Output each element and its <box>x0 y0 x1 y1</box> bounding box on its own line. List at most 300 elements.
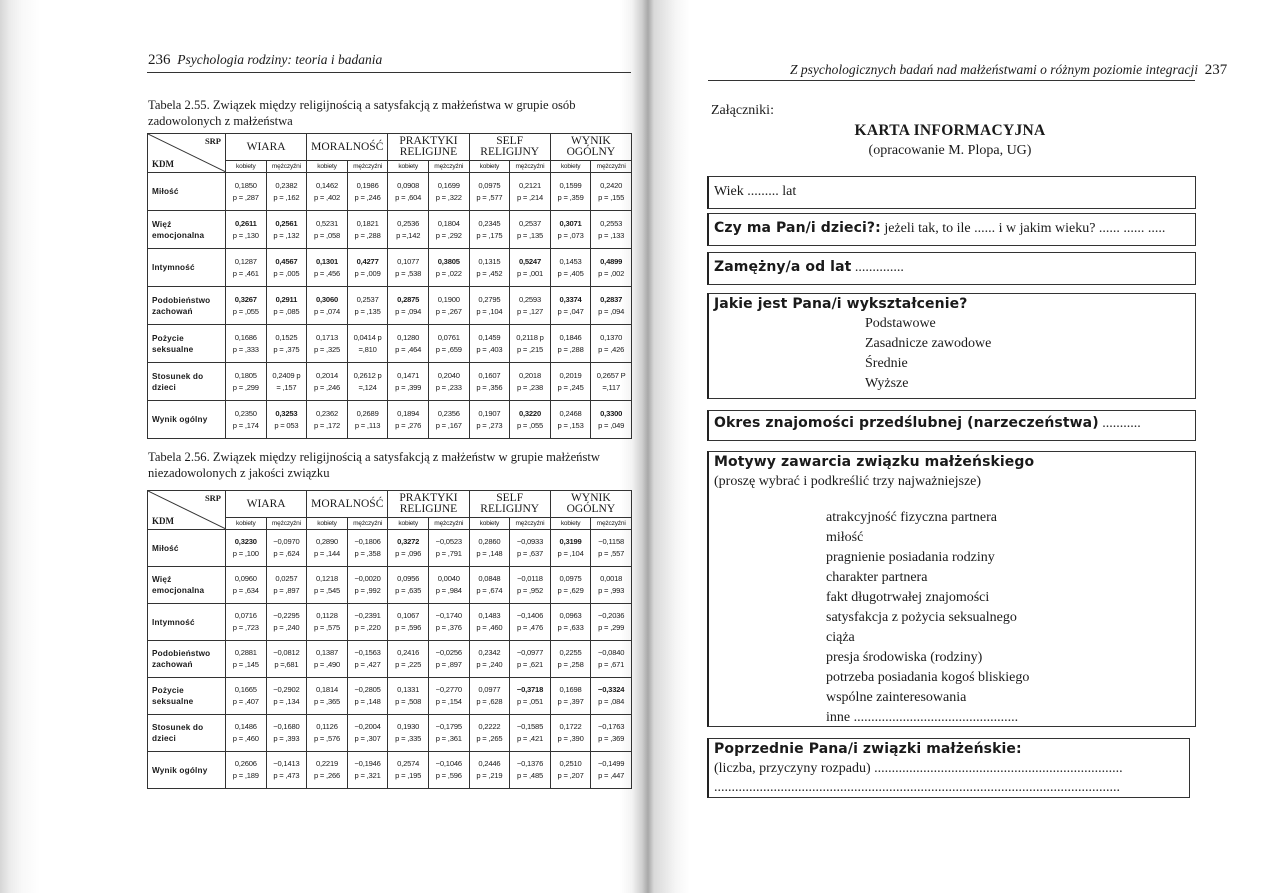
correlation-value: 0,2612 p <box>353 370 382 380</box>
correlation-value: 0,0963 <box>559 611 582 620</box>
card-subtitle: (opracowanie M. Plopa, UG) <box>868 143 1032 158</box>
p-value: p = ,460 <box>232 734 259 743</box>
education-question: Jakie jest Pana/i wykształcenie? <box>714 296 968 312</box>
correlation-cell <box>510 249 551 287</box>
previous-marriages-line-1: (liczba, przyczyny rozpadu) ....................................................................... <box>714 761 1123 776</box>
correlation-cell <box>266 287 307 325</box>
correlation-cell <box>469 604 510 641</box>
correlation-value: 0,1930 <box>397 722 420 731</box>
p-value: = ,157 <box>276 382 297 392</box>
motives-instruction: (proszę wybrać i podkreślić trzy najważniejsze) <box>714 474 982 489</box>
correlation-cell <box>226 604 267 641</box>
correlation-cell <box>388 287 429 325</box>
age-field-label: Wiek ......... lat <box>714 184 797 199</box>
p-value: p = ,175 <box>476 230 503 240</box>
p-value: p = ,215 <box>516 344 543 354</box>
correlation-cell <box>226 641 267 678</box>
p-value: p = ,195 <box>395 771 422 780</box>
correlation-cell <box>591 363 632 401</box>
p-value: p = ,219 <box>476 771 503 780</box>
group-header: MORALNOŚĆ <box>307 134 388 161</box>
p-value: p = ,154 <box>435 697 462 706</box>
correlation-cell <box>307 287 348 325</box>
p-value: p = ,104 <box>557 549 584 558</box>
engagement-box <box>707 410 1196 441</box>
correlation-cell <box>428 530 469 567</box>
correlation-value: 0,1686 <box>234 332 257 342</box>
motive-option: presja środowiska (rodziny) <box>826 650 983 665</box>
correlation-cell <box>428 173 469 211</box>
correlation-cell <box>388 678 429 715</box>
correlation-cell <box>388 715 429 752</box>
correlation-value: −0,1563 <box>354 648 381 657</box>
p-value: p = ,476 <box>516 623 543 632</box>
p-value: p = ,051 <box>516 697 543 706</box>
gender-subheader: mężczyźni <box>591 518 632 530</box>
p-value: p = ,375 <box>273 344 300 354</box>
p-value: p = ,473 <box>273 771 300 780</box>
correlation-cell <box>469 363 510 401</box>
left-running-header <box>148 52 382 69</box>
p-value: p = ,426 <box>598 344 625 354</box>
correlation-cell <box>469 173 510 211</box>
correlation-value: 0,1315 <box>478 256 501 266</box>
correlation-value: 0,2911 <box>275 294 298 304</box>
correlation-cell <box>347 325 388 363</box>
p-value: p = ,240 <box>476 660 503 669</box>
correlation-cell <box>428 641 469 678</box>
motive-option: pragnienie posiadania rodziny <box>826 550 995 565</box>
correlation-value: 0,2118 p <box>516 332 544 342</box>
correlation-value: 0,0960 <box>234 574 257 583</box>
p-value: p = ,096 <box>395 549 422 558</box>
p-value: p = ,456 <box>313 268 341 278</box>
correlation-value: 0,2362 <box>315 408 338 418</box>
p-value: p = ,461 <box>232 268 259 278</box>
education-option: Wyższe <box>865 376 909 391</box>
correlation-cell <box>591 325 632 363</box>
correlation-cell <box>510 401 551 439</box>
correlation-cell <box>550 530 591 567</box>
row-label: Podobieństwo zachowań <box>148 641 226 678</box>
correlation-cell <box>428 715 469 752</box>
p-value: p = ,557 <box>598 549 625 558</box>
p-value: p = ,403 <box>476 344 503 354</box>
gender-subheader: mężczyźni <box>347 161 388 173</box>
p-value: p = ,508 <box>395 697 422 706</box>
correlation-value: 0,2860 <box>478 537 501 546</box>
correlation-value: 0,1665 <box>234 685 257 694</box>
table-row <box>148 173 632 211</box>
correlation-cell <box>347 641 388 678</box>
p-value: p = ,624 <box>273 549 300 558</box>
correlation-value: 0,3220 <box>518 408 541 418</box>
correlation-cell <box>591 530 632 567</box>
correlation-value: 0,0257 <box>275 574 298 583</box>
correlation-value: −0,0523 <box>435 537 462 546</box>
row-label: Podobieństwo zachowań <box>148 287 226 325</box>
correlation-value: 0,2795 <box>478 294 501 304</box>
gender-subheader: mężczyźni <box>428 161 469 173</box>
table-row <box>148 211 632 249</box>
gender-subheader: kobiety <box>388 518 429 530</box>
correlation-value: 0,0848 <box>478 574 501 583</box>
row-label: Wynik ogólny <box>148 752 226 789</box>
correlation-cell <box>307 401 348 439</box>
correlation-value: −0,1413 <box>273 759 300 768</box>
correlation-value: −0,0970 <box>273 537 300 546</box>
correlation-value: 0,1483 <box>478 611 501 620</box>
table-row <box>148 530 632 567</box>
correlation-value: 0,2382 <box>275 180 298 190</box>
correlation-cell <box>510 530 551 567</box>
correlation-value: 0,2574 <box>397 759 420 768</box>
correlation-cell <box>510 211 551 249</box>
p-value: p = ,576 <box>313 734 341 743</box>
correlation-cell <box>266 752 307 789</box>
p-value: p = ,674 <box>476 586 503 595</box>
p-value: p = ,405 <box>557 268 584 278</box>
p-value: p = ,214 <box>516 192 543 202</box>
p-value: p = ,153 <box>557 420 584 430</box>
row-label: Intymność <box>148 249 226 287</box>
correlation-value: 0,1387 <box>315 648 338 657</box>
correlation-value: −0,1499 <box>598 759 625 768</box>
correlation-cell <box>266 530 307 567</box>
correlation-value: −0,0256 <box>435 648 462 657</box>
p-value: p = ,207 <box>557 771 584 780</box>
correlation-cell <box>266 325 307 363</box>
p-value: p = ,287 <box>232 192 259 202</box>
motives-question: Motywy zawarcia związku małżeńskiego <box>714 454 1035 470</box>
correlation-cell <box>226 173 267 211</box>
correlation-value: 0,2121 <box>518 180 541 190</box>
p-value: p = ,402 <box>313 192 341 202</box>
motive-option: inne ............................................... <box>826 710 1019 725</box>
correlation-cell <box>428 363 469 401</box>
correlation-value: 0,1846 <box>559 332 582 342</box>
correlation-value: 0,1128 <box>316 611 338 620</box>
correlation-value: −0,0977 <box>516 648 544 657</box>
correlation-cell <box>226 363 267 401</box>
correlation-cell <box>591 752 632 789</box>
correlation-cell <box>388 173 429 211</box>
table-row <box>148 567 632 604</box>
p-value: p = ,002 <box>598 268 625 278</box>
p-value: p = ,545 <box>313 586 341 595</box>
correlation-value: 0,2837 <box>600 294 623 304</box>
correlation-cell <box>510 567 551 604</box>
previous-marriages-box <box>707 738 1190 798</box>
p-value: p = ,104 <box>476 306 503 316</box>
previous-marriages-line-2: .................................................................................................................... <box>714 780 1120 795</box>
correlation-cell <box>388 325 429 363</box>
p-value: p = ,134 <box>273 697 300 706</box>
row-label: Więź emocjonalna <box>148 211 226 249</box>
p-value: p = ,628 <box>476 697 503 706</box>
correlation-cell <box>307 249 348 287</box>
correlation-cell <box>307 530 348 567</box>
motive-option: ciąża <box>826 630 855 645</box>
correlation-cell <box>428 567 469 604</box>
correlation-value: 0,1907 <box>478 408 501 418</box>
married-question: Zamężny/a od lat <box>714 259 852 275</box>
correlation-cell <box>469 401 510 439</box>
group-header: PRAKTYKI RELIGIJNE <box>388 491 469 518</box>
correlation-value: 0,3253 <box>275 408 298 418</box>
correlation-value: 0,1459 <box>478 332 501 342</box>
correlation-value: 0,1486 <box>234 722 257 731</box>
correlation-value: −0,0020 <box>354 574 381 583</box>
p-value: p = ,074 <box>313 306 341 316</box>
correlation-cell <box>591 211 632 249</box>
p-value: p = ,460 <box>476 623 503 632</box>
p-value: p = ,361 <box>435 734 462 743</box>
p-value: p =,142 <box>396 230 421 240</box>
correlation-cell <box>510 173 551 211</box>
correlation-cell <box>591 173 632 211</box>
p-value: p = ,791 <box>435 549 462 558</box>
correlation-cell <box>388 567 429 604</box>
engagement-question: Okres znajomości przedślubnej (narzeczeństwa) <box>714 415 1099 431</box>
correlation-cell <box>347 363 388 401</box>
motive-option: fakt długotrwałej znajomości <box>826 590 990 605</box>
p-value: p = ,273 <box>476 420 503 430</box>
correlation-cell <box>266 173 307 211</box>
correlation-value: 0,1699 <box>437 180 460 190</box>
group-header: WIARA <box>226 134 307 161</box>
p-value: p = ,267 <box>435 306 462 316</box>
p-value: p = ,144 <box>313 549 341 558</box>
correlation-cell <box>226 211 267 249</box>
correlation-value: −0,0118 <box>517 574 543 583</box>
correlation-value: 0,1599 <box>559 180 582 190</box>
p-value: p = ,288 <box>354 230 381 240</box>
group-header: WYNIK OGÓLNY <box>550 134 631 161</box>
motive-option: wspólne zainteresowania <box>826 690 967 705</box>
correlation-cell <box>428 287 469 325</box>
gender-subheader: kobiety <box>550 518 591 530</box>
correlation-value: 0,3272 <box>397 537 420 546</box>
motive-option: atrakcyjność fizyczna partnera <box>826 510 998 525</box>
motives-list <box>714 508 1190 728</box>
p-value: p = ,084 <box>598 697 625 706</box>
p-value: p = ,637 <box>516 549 543 558</box>
correlation-value: −0,2902 <box>273 685 300 694</box>
p-value: p = ,148 <box>476 549 503 558</box>
p-value: p = ,127 <box>516 306 543 316</box>
row-label: Stosunek do dzieci <box>148 363 226 401</box>
table-row <box>148 641 632 678</box>
right-header-rule <box>708 80 1195 81</box>
row-label: Stosunek do dzieci <box>148 715 226 752</box>
correlation-cell <box>266 363 307 401</box>
table-corner-header <box>148 134 226 173</box>
p-value: p = ,225 <box>395 660 422 669</box>
correlation-value: 0,4899 <box>600 256 623 266</box>
correlation-value: 0,3267 <box>234 294 257 304</box>
correlation-cell <box>510 678 551 715</box>
correlation-cell <box>428 678 469 715</box>
p-value: p = ,421 <box>516 734 543 743</box>
p-value: p = ,058 <box>313 230 341 240</box>
table-row <box>148 249 632 287</box>
p-value: p = ,393 <box>273 734 300 743</box>
correlation-value: 0,4277 <box>356 256 379 266</box>
education-option: Podstawowe <box>865 316 936 331</box>
correlation-value: 0,1814 <box>315 685 338 694</box>
correlation-cell <box>347 530 388 567</box>
correlation-cell <box>550 249 591 287</box>
correlation-cell <box>550 173 591 211</box>
p-value: p = ,577 <box>476 192 503 202</box>
gender-subheader: mężczyźni <box>428 518 469 530</box>
gender-subheader: kobiety <box>226 518 267 530</box>
correlation-cell <box>469 641 510 678</box>
correlation-value: 0,0414 p <box>353 332 382 342</box>
correlation-cell <box>428 604 469 641</box>
correlation-cell <box>307 363 348 401</box>
correlation-value: 0,2420 <box>600 180 623 190</box>
correlation-cell <box>307 325 348 363</box>
p-value: p = 053 <box>274 420 299 430</box>
p-value: p = ,604 <box>395 192 422 202</box>
p-value: p = ,399 <box>395 382 422 392</box>
correlation-cell <box>469 325 510 363</box>
correlation-value: −0,2770 <box>435 685 462 694</box>
correlation-cell <box>469 715 510 752</box>
group-header: WIARA <box>226 491 307 518</box>
table-row <box>148 678 632 715</box>
p-value: p = ,359 <box>557 192 584 202</box>
row-label: Pożycie seksualne <box>148 678 226 715</box>
table-255 <box>147 133 632 439</box>
p-value: p = ,085 <box>273 306 300 316</box>
table-row <box>148 287 632 325</box>
p-value: p = ,390 <box>557 734 584 743</box>
age-box <box>707 176 1196 209</box>
correlation-value: 0,1894 <box>397 408 420 418</box>
correlation-value: 0,2345 <box>478 218 501 228</box>
p-value: p = ,155 <box>598 192 625 202</box>
correlation-value: 0,2468 <box>559 408 582 418</box>
p-value: p = ,490 <box>313 660 341 669</box>
correlation-cell <box>510 752 551 789</box>
gender-subheader: kobiety <box>307 161 348 173</box>
correlation-value: 0,2255 <box>559 648 582 657</box>
correlation-value: 0,5247 <box>518 256 541 266</box>
correlation-value: 0,2561 <box>275 218 298 228</box>
correlation-cell <box>428 211 469 249</box>
correlation-cell <box>347 567 388 604</box>
p-value: p = ,629 <box>557 586 584 595</box>
left-running-title: Psychologia rodziny: teoria i badania <box>177 52 383 67</box>
correlation-cell <box>388 641 429 678</box>
correlation-cell <box>469 678 510 715</box>
group-header: MORALNOŚĆ <box>307 491 388 518</box>
correlation-cell <box>591 715 632 752</box>
correlation-cell <box>388 752 429 789</box>
correlation-cell <box>469 249 510 287</box>
p-value: p = ,246 <box>354 192 381 202</box>
p-value: =,810 <box>358 344 377 354</box>
correlation-value: 0,1722 <box>559 722 582 731</box>
correlation-cell <box>510 363 551 401</box>
correlation-value: 0,2536 <box>397 218 420 228</box>
motive-option: satysfakcja z pożycia seksualnego <box>826 610 1017 625</box>
correlation-value: 0,0956 <box>397 574 420 583</box>
correlation-cell <box>591 678 632 715</box>
correlation-cell <box>591 641 632 678</box>
correlation-cell <box>266 715 307 752</box>
p-value: p = ,240 <box>273 623 300 632</box>
correlation-cell <box>266 401 307 439</box>
correlation-value: 0,5231 <box>315 218 338 228</box>
previous-marriages-question: Poprzednie Pana/i związki małżeńskie: <box>714 741 1022 757</box>
correlation-cell <box>266 604 307 641</box>
correlation-value: 0,2219 <box>315 759 338 768</box>
correlation-value: 0,1453 <box>559 256 582 266</box>
correlation-value: −0,0933 <box>516 537 544 546</box>
table-corner-header <box>148 491 226 530</box>
correlation-value: −0,3718 <box>516 685 544 694</box>
correlation-cell <box>307 567 348 604</box>
correlation-value: 0,0908 <box>397 180 420 190</box>
gender-subheader: kobiety <box>226 161 267 173</box>
correlation-value: 0,3071 <box>559 218 582 228</box>
correlation-cell <box>550 363 591 401</box>
education-option: Zasadnicze zawodowe <box>865 336 992 351</box>
table-255-caption: Tabela 2.55. Związek między religijnością a satysfakcją z małżeństwa w grupie osób zadowolonych z małżeństwa <box>148 98 576 128</box>
correlation-value: −0,1046 <box>435 759 462 768</box>
correlation-value: −0,0812 <box>273 648 300 657</box>
row-label: Pożycie seksualne <box>148 325 226 363</box>
correlation-value: −0,1740 <box>435 611 462 620</box>
correlation-cell <box>469 530 510 567</box>
p-value: p = ,148 <box>354 697 381 706</box>
correlation-cell <box>307 678 348 715</box>
left-header-rule <box>147 72 631 73</box>
p-value: p = ,130 <box>232 230 259 240</box>
correlation-value: 0,2593 <box>518 294 541 304</box>
correlation-cell <box>307 641 348 678</box>
correlation-cell <box>550 641 591 678</box>
correlation-cell <box>266 641 307 678</box>
married-blank: .............. <box>851 260 904 275</box>
correlation-cell <box>591 604 632 641</box>
correlation-value: 0,1077 <box>397 256 420 266</box>
p-value: p = ,055 <box>516 420 543 430</box>
correlation-value: −0,1680 <box>273 722 300 731</box>
correlation-value: 0,2606 <box>234 759 257 768</box>
correlation-value: 0,2040 <box>437 370 460 380</box>
p-value: p = ,145 <box>232 660 259 669</box>
correlation-value: 0,1698 <box>559 685 582 694</box>
p-value: p = ,723 <box>232 623 259 632</box>
correlation-value: −0,1763 <box>598 722 625 731</box>
table-row <box>148 363 632 401</box>
correlation-cell <box>469 211 510 249</box>
correlation-value: 0,1287 <box>234 256 257 266</box>
row-label: Więź emocjonalna <box>148 567 226 604</box>
correlation-value: 0,1821 <box>356 218 379 228</box>
p-value: p = ,322 <box>435 192 462 202</box>
correlation-value: 0,3300 <box>600 408 623 418</box>
p-value: p = ,174 <box>232 420 259 430</box>
gender-subheader: kobiety <box>469 161 510 173</box>
correlation-cell <box>510 325 551 363</box>
correlation-value: 0,0977 <box>478 685 501 694</box>
